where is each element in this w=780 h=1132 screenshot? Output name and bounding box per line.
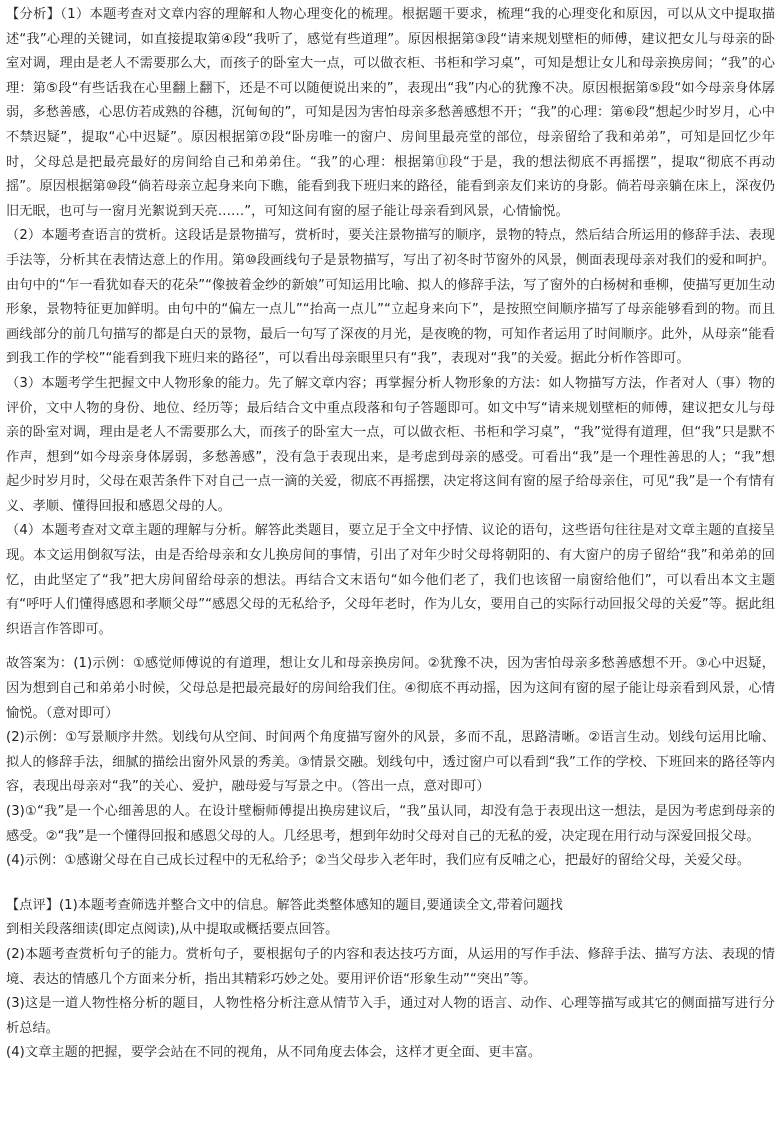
section-gap bbox=[6, 874, 775, 894]
answer-part-1: 故答案为：(1)示例：①感觉师傅说的有道理，想让女儿和母亲换房间。②犹豫不决，因为害怕母亲多愁善感想不开。③心中迟疑，因为想到自己和弟弟小时候，父母总是把最亮最好的房间给我们住。④彻底不再动摇，因为这间有窗的屋子能让母亲看到风景，心情愉悦。（意对即可） bbox=[6, 656, 775, 721]
comment-part-1: 【点评】(1)本题考查筛选并整合文中的信息。解答此类整体感知的题目,要通读全文,带着问题找 到相关段落细读(即定点阅读),从中提取或概括要点回答。 bbox=[6, 897, 563, 938]
answer-part-2: (2)示例：①写景顺序井然。划线句从空间、时间两个角度描写窗外的风景，多而不乱，思路清晰。②语言生动。划线句运用比喻、拟人的修辞手法，细腻的描绘出窗外风景的秀美。③情景交融。划线句中，透过窗户可以看到“我”工作的学校、下班回来的路径等内容，表现出母亲对“我”的关心、爱护，融母爱与写景之中。（答出一点，意对即可） bbox=[6, 730, 775, 795]
comment-part-2: (2)本题考查赏析句子的能力。赏析句子，要根据句子的内容和表达技巧方面，从运用的写作手法、修辞手法、描写方法、表现的情境、表达的情感几个方面来分析，指出其精彩巧妙之处。要用评价语“形象生动”“突出”等。 bbox=[6, 946, 775, 987]
analysis-part-4: （4）本题考查对文章主题的理解与分析。解答此类题目，要立足于全文中抒情、议论的语句，这些语句往往是对文章主题的直接呈现。本文运用倒叙写法，由是否给母亲和女儿换房间的事情，引出了对年少时父母将朝阳的、有大窗户的房子留给“我”和弟弟的回忆，由此坚定了“我”把大房间留给母亲的想法。再结合文末语句“如今他们老了，我们也该留一扇窗给他们”，可以看出本文主题有“呼吁人们懂得感恩和孝顺父母”“感恩父母的无私给予，父母年老时，作为儿女，要用自己的实际行动回报父母的关爱”等。据此组织语言作答即可。 bbox=[6, 523, 775, 637]
analysis-part-1: 【分析】（1）本题考查对文章内容的理解和人物心理变化的梳理。根据题干要求，梳理“我的心理变化和原因，可以从文中提取描述“我”心理的关键词，如直接提取第④段“我听了，感觉有些道理”。原因根据第③段“请来规划壁柜的师傅，建议把女儿与母亲的卧室对调，理由是老人不需要那么大，而孩子的卧室大一点，可以做衣柜、书柜和学习桌”，可知是想让女儿和母亲换房间；“我”的心理：第⑤段“有些话我在心里翻上翻下，还是不可以随便说出来的”，表现出“我”内心的犹豫不决。原因根据第⑤段“如今母亲身体孱弱，多愁善感，心思仿若成熟的谷穗，沉甸甸的”，可知是因为害怕母亲多愁善感想不开；“我”的心理：第⑥段“想起少时岁月，心中不禁迟疑”，提取“心中迟疑”。原因根据第⑦段“卧房唯一的窗户、房间里最亮堂的部位，母亲留给了我和弟弟”，可知是回忆少年时，父母总是把最亮最好的房间给自己和弟弟住。“我”的心理：根据第⑪段“于是，我的想法彻底不再摇摆”，提取“彻底不再动摇”。原因根据第⑩段“倘若母亲立起身来向下瞧，能看到我下班归来的路径，能看到亲友们来访的身影。倘若母亲躺在床上，深夜仍旧无眠，也可与一窗月光絮说到天亮……”，可知这间有窗的屋子能让母亲看到风景，心情愉悦。 bbox=[6, 7, 775, 219]
answer-section bbox=[6, 652, 775, 873]
comment-part-4: (4)文章主题的把握，要学会站在不同的视角，从不同角度去体会，这样才更全面、更丰富。 bbox=[6, 1045, 542, 1061]
answer-part-4: (4)示例：①感谢父母在自己成长过程中的无私给予；②当父母步入老年时，我们应有反哺之心，把最好的留给父母，关爱父母。 bbox=[6, 853, 751, 869]
analysis-section bbox=[6, 3, 775, 642]
answer-part-3: (3)①“我”是一个心细善思的人。在设计壁橱师傅提出换房建议后，“我”虽认同，却没有急于表现出这一想法，是因为考虑到母亲的感受。②“我”是一个懂得回报和感恩父母的人。几经思考，想到年幼时父母对自己的无私的爱，决定现在用行动与深爱回报父母。 bbox=[6, 804, 775, 844]
comment-part-3: (3)这是一道人物性格分析的题目，人物性格分析注意从情节入手，通过对人物的语言、动作、心理等描写或其它的侧面描写进行分析总结。 bbox=[6, 996, 775, 1036]
comment-section bbox=[6, 894, 775, 1066]
analysis-part-2: （2）本题考查语言的赏析。这段话是景物描写，赏析时，要关注景物描写的顺序，景物的特点，然后结合所运用的修辞手法、表现手法等，分析其在表情达意上的作用。第⑩段画线句子是景物描写，写出了初冬时节窗外的风景，侧面表现母亲对我们的爱和呵护。由句中的“乍一看犹如春天的花朵”“像披着金纱的新娘”可知运用比喻、拟人的修辞手法，写了窗外的白杨树和垂柳，使描写更加生动形象，景物特征更加鲜明。由句中的“偏左一点儿”“抬高一点儿”“立起身来向下”，是按照空间顺序描写了母亲能够看到的物。而且画线部分的前几句描写的都是白天的景物，最后一句写了深夜的月光，是夜晚的物，可知作者运用了时间顺序。此外，从母亲“能看到我工作的学校”“能看到我下班归来的路径”，可以看出母亲眼里只有“我”，表现对“我”的关爱。据此分析作答即可。 bbox=[6, 228, 775, 367]
analysis-part-3: （3）本题考学生把握文中人物形象的能力。先了解文章内容；再掌握分析人物形象的方法：如人物描写方法，作者对人（事）物的评价，文中人物的身份、地位、经历等；最后结合文中重点段落和句子答题即可。如文中写“请来规划壁柜的师傅，建议把女儿与母亲的卧室对调，理由是老人不需要那么大，而孩子的卧室大一点，可以做衣柜、书柜和学习桌”，“我”觉得有道理，但“我”只是默不作声，想到“如今母亲身体孱弱，多愁善感”，没有急于表现出来，是考虑到母亲的感受。可看出“我”是一个理性善思的人；“我”想起少时岁月时，父母在艰苦条件下对自己一点一滴的关爱，彻底不再摇摆，决定将这间有窗的屋子给母亲住，可见“我”是一个有情有义、孝顺、懂得回报和感恩父母的人。 bbox=[6, 375, 775, 514]
section-gap bbox=[6, 642, 775, 652]
